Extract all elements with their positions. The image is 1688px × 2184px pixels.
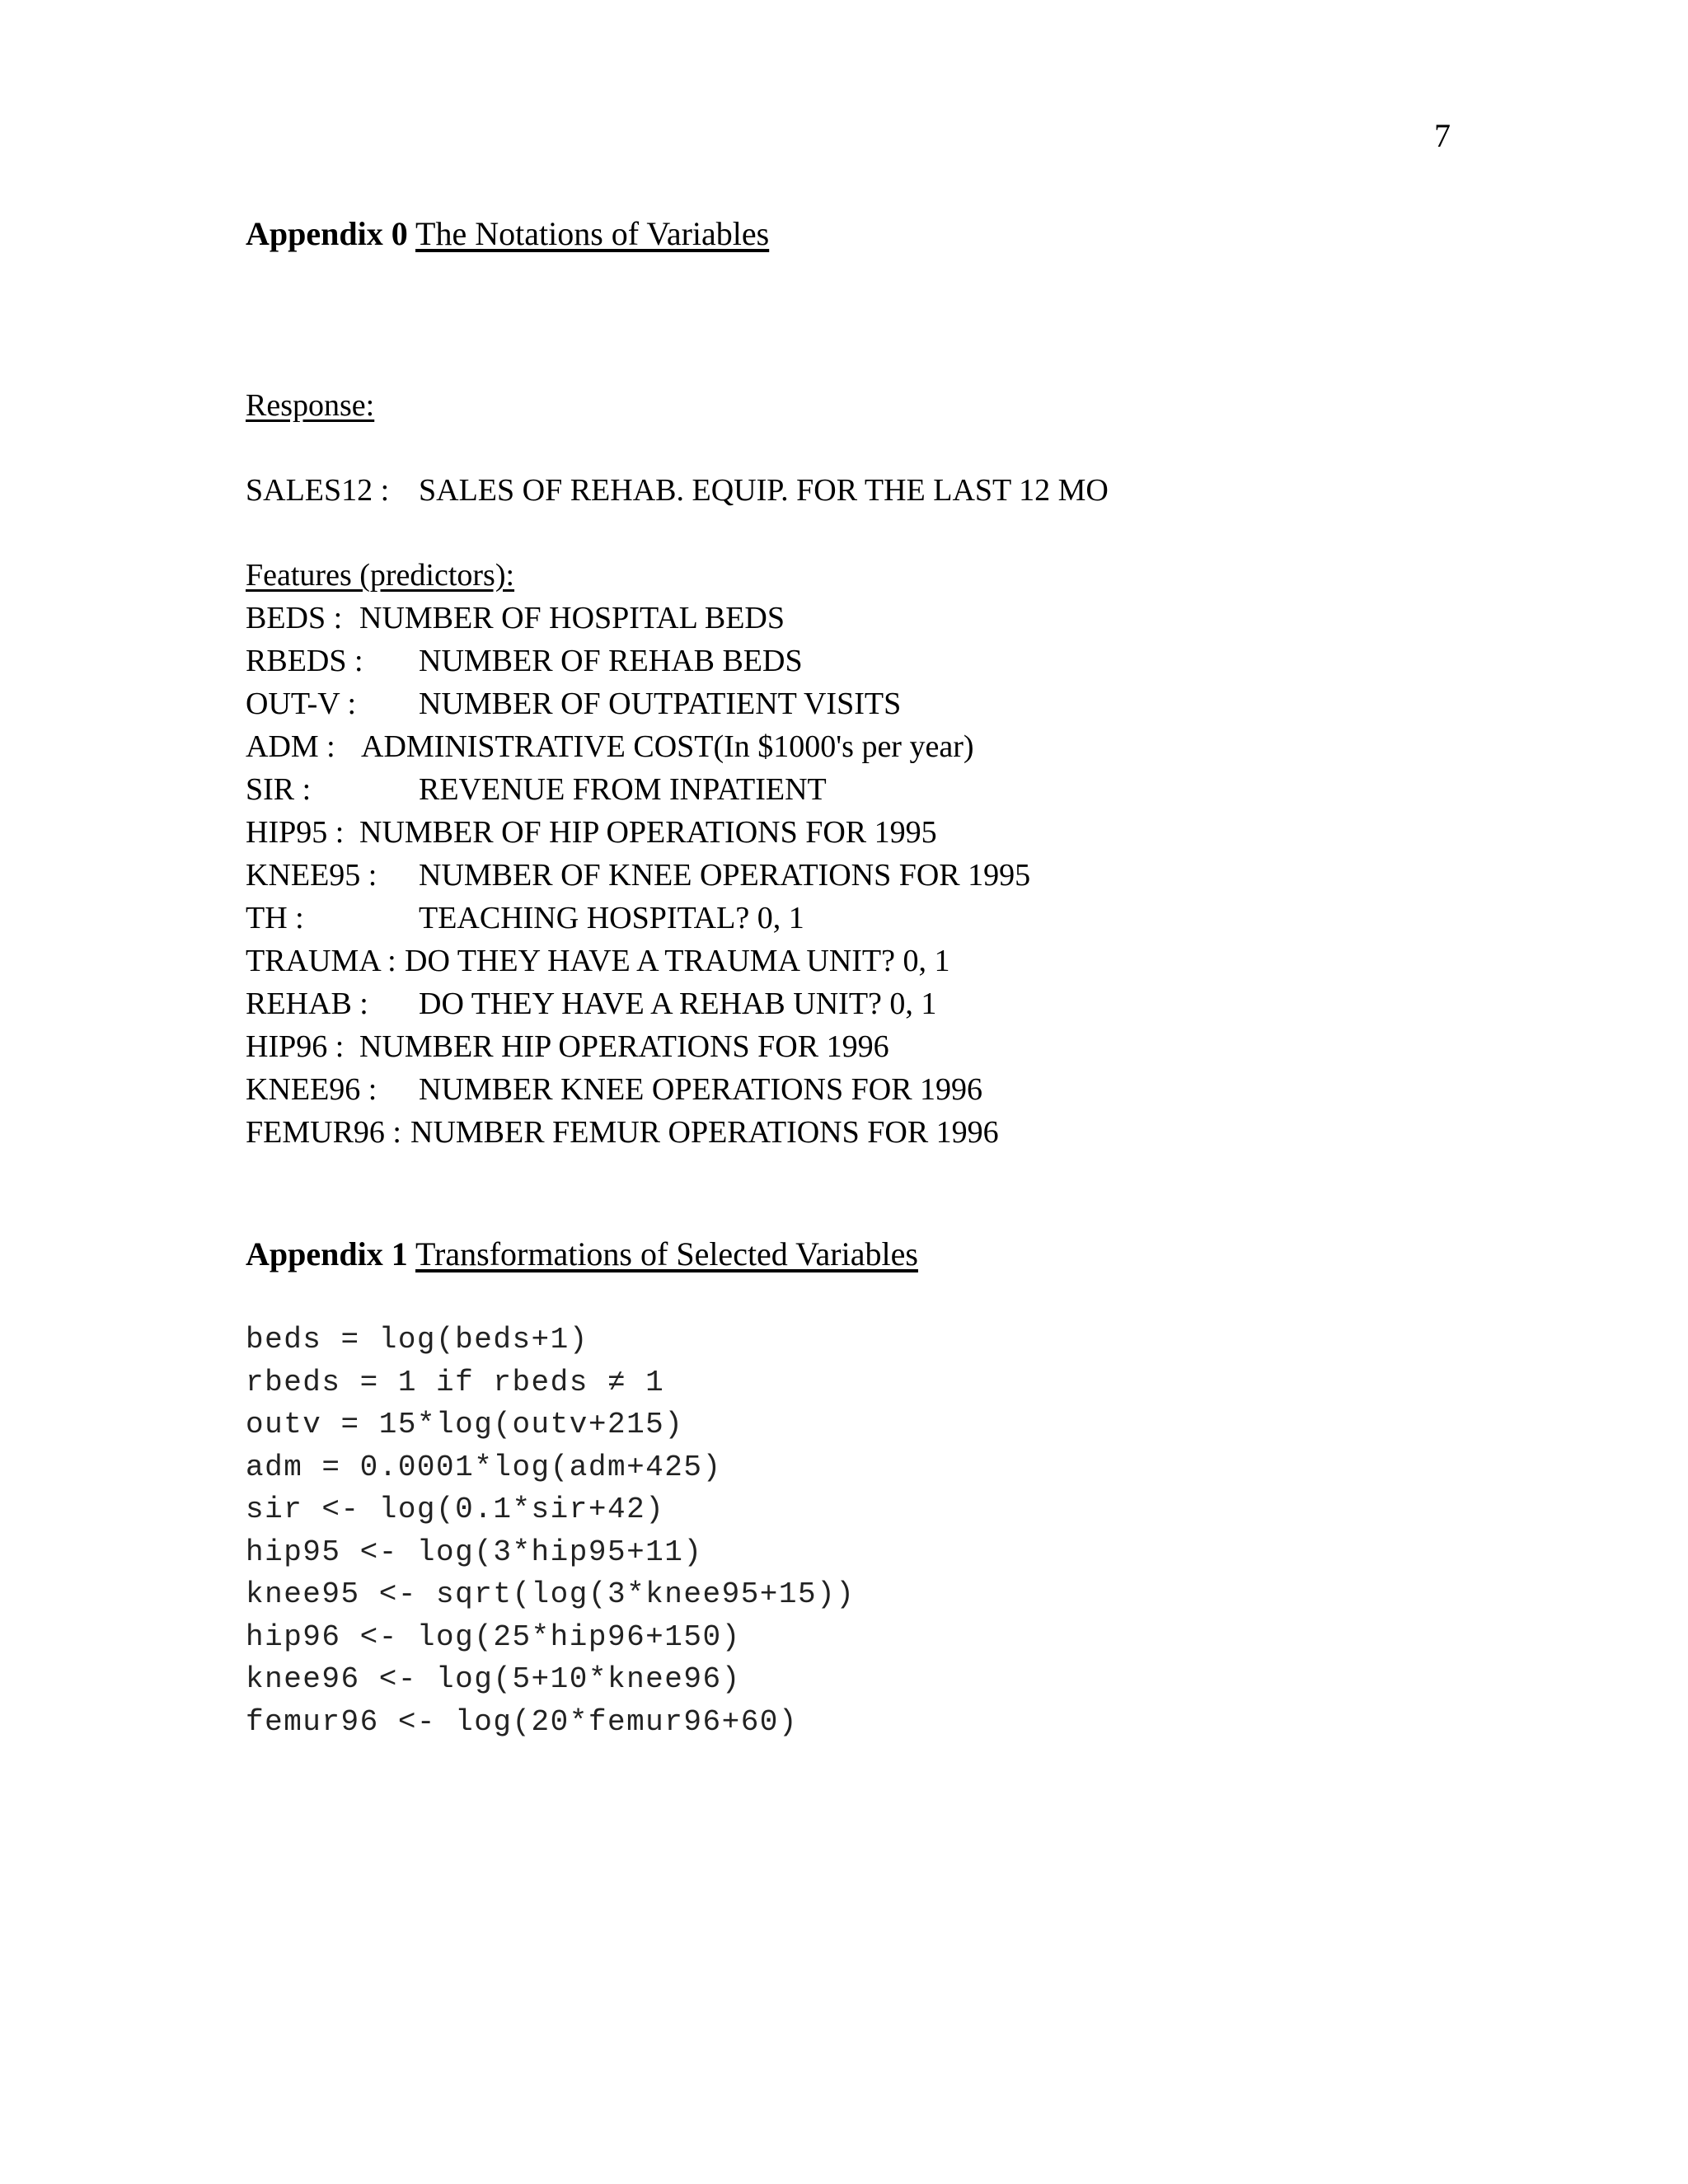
variable-description: NUMBER OF KNEE OPERATIONS FOR 1995 — [419, 858, 1031, 893]
transformation-line: rbeds = 1 if rbeds ≠ 1 — [246, 1365, 665, 1399]
appendix-1-heading — [246, 1234, 918, 1275]
variable-description: NUMBER OF REHAB BEDS — [419, 644, 803, 678]
variable-code: TH : — [246, 901, 304, 935]
transformations-block — [246, 1319, 855, 1743]
transformation-line: femur96 <- log(20*femur96+60) — [246, 1704, 799, 1739]
variable-description: ADMINISTRATIVE COST(In $1000's per year) — [361, 729, 974, 764]
features-label: Features (predictors): — [246, 558, 515, 593]
variable-description: NUMBER OF HIP OPERATIONS FOR 1995 — [359, 815, 937, 850]
variable-description: TEACHING HOSPITAL? 0, 1 — [419, 901, 804, 935]
variable-code: RBEDS : — [246, 644, 363, 678]
transformation-line: knee95 <- sqrt(log(3*knee95+15)) — [246, 1577, 856, 1611]
feature-item — [246, 1026, 889, 1067]
feature-item — [246, 940, 950, 982]
appendix-0-label: Appendix 0 — [246, 215, 408, 252]
transformation-line: knee96 <- log(5+10*knee96) — [246, 1662, 741, 1696]
feature-item — [246, 598, 785, 639]
variable-description: SALES OF REHAB. EQUIP. FOR THE LAST 12 MO — [419, 473, 1109, 508]
variable-code: SALES12 : — [246, 473, 390, 508]
appendix-1-label: Appendix 1 — [246, 1235, 408, 1272]
feature-item — [246, 683, 902, 724]
feature-item — [246, 855, 1031, 896]
transformation-line: hip96 <- log(25*hip96+150) — [246, 1619, 741, 1654]
transformation-line: adm = 0.0001*log(adm+425) — [246, 1450, 722, 1484]
feature-item — [246, 726, 974, 767]
feature-item — [246, 640, 803, 682]
feature-item — [246, 769, 827, 810]
variable-description: REVENUE FROM INPATIENT — [419, 772, 827, 807]
variable-code: KNEE95 : — [246, 858, 377, 893]
transformation-line: hip95 <- log(3*hip95+11) — [246, 1535, 703, 1569]
appendix-0-heading — [246, 213, 769, 255]
variable-code: FEMUR96 : — [246, 1115, 401, 1150]
feature-item — [246, 983, 937, 1024]
variable-code: TRAUMA : — [246, 944, 396, 978]
variable-description: DO THEY HAVE A TRAUMA UNIT? 0, 1 — [405, 944, 950, 978]
variable-description: NUMBER HIP OPERATIONS FOR 1996 — [359, 1029, 889, 1064]
variable-code: BEDS : — [246, 601, 343, 635]
variable-code: REHAB : — [246, 987, 368, 1021]
variable-code: KNEE96 : — [246, 1072, 377, 1107]
feature-item — [246, 1069, 983, 1110]
feature-item — [246, 1112, 999, 1153]
variable-description: NUMBER FEMUR OPERATIONS FOR 1996 — [410, 1115, 999, 1150]
transformation-line: outv = 15*log(outv+215) — [246, 1408, 684, 1441]
variable-description: DO THEY HAVE A REHAB UNIT? 0, 1 — [419, 987, 937, 1021]
variable-code: OUT-V : — [246, 687, 357, 721]
variable-description: NUMBER OF OUTPATIENT VISITS — [419, 687, 902, 721]
response-label: Response: — [246, 388, 375, 423]
feature-item — [246, 812, 937, 853]
page-number: 7 — [1434, 117, 1451, 154]
variable-code: HIP96 : — [246, 1029, 345, 1064]
variable-code: ADM : — [246, 729, 335, 764]
response-variable — [246, 470, 1109, 511]
appendix-0-title: The Notations of Variables — [415, 215, 770, 252]
variable-description: NUMBER OF HOSPITAL BEDS — [359, 601, 785, 635]
variable-description: NUMBER KNEE OPERATIONS FOR 1996 — [419, 1072, 983, 1107]
appendix-1-title: Transformations of Selected Variables — [415, 1235, 918, 1272]
transformation-line: sir <- log(0.1*sir+42) — [246, 1493, 665, 1526]
variable-code: SIR : — [246, 772, 312, 807]
feature-item — [246, 898, 804, 939]
transformation-line: beds = log(beds+1) — [246, 1323, 588, 1357]
variable-code: HIP95 : — [246, 815, 345, 850]
